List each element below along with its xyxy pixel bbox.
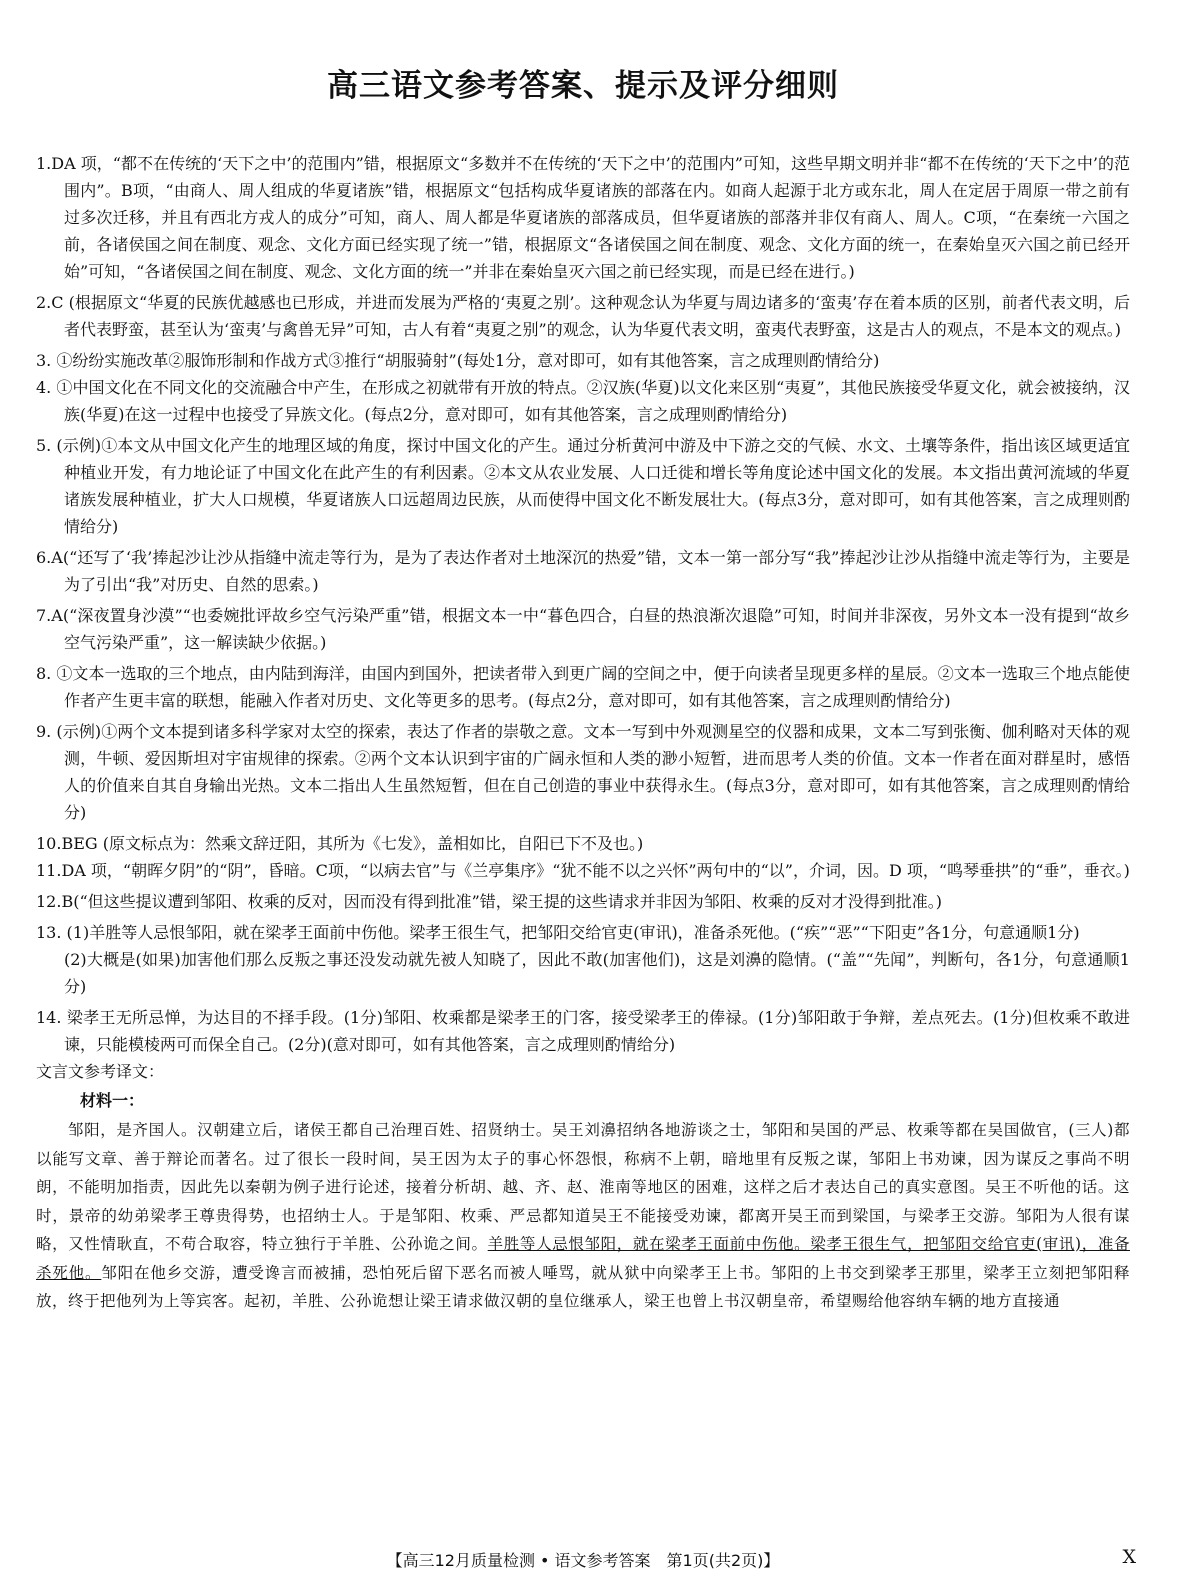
translation-text-after: 邹阳在他乡交游，遭受谗言而被捕，恐怕死后留下恶名而被人唾骂，就从狱中向梁孝王上书。邹阳的上书交到梁孝王那里，梁孝王立刻把邹阳释放，终于把他列为上等宾客。起初，羊胜、公孙诡想让梁王请求做汉朝的皇位继承人，梁王也曾上书汉朝皇帝，希望赐给他容纳车辆的地方直接通 [36,1263,1130,1310]
page-title: 高三语文参考答案、提示及评分细则 [327,68,839,104]
answer-item: 1.DA 项，“都不在传统的‘天下之中’的范围内”错，根据原文“多数并不在传统的‘天下之中’的范围内”可知，这些早期文明并非“都不在传统的‘天下之中’的范围内”。B项，“由商人、周人组成的华夏诸族”错，根据原文“包括构成华夏诸族的部落在内。如商人起源于北方或东北，周人在定居于周原一带之前有过多次迁移，并且有西北方戎人的成分”可知，商人、周人都是华夏诸族的部落成员，但华夏诸族的部落并非仅有商人、周人。C项，“在秦统一六国之前，各诸侯国之间在制度、观念、文化方面已经实现了统一”错，根据原文“各诸侯国之间在制度、观念、文化方面的统一，在秦始皇灭六国之前已经开始”可知，“各诸侯国之间在制度、观念、文化方面的统一”并非在秦始皇灭六国之前已经实现，而是已经在进行。) [36,154,1130,281]
translation-text-before: 邹阳，是齐国人。汉朝建立后，诸侯王都自己治理百姓、招贤纳士。吴王刘濞招纳各地游谈之士，邹阳和吴国的严忌、枚乘等都在吴国做官，(三人)都以能写文章、善于辩论而著名。过了很长一段时间，吴王因为太子的事心怀怨恨，称病不上朝，暗地里有反叛之谋，邹阳上书劝谏，因为谋反之事尚不明朗，不能明加指责，因此先以秦朝为例子进行论述，接着分析胡、越、齐、赵、淮南等地区的困难，这样之后才表达自己的真实意图。吴王不听他的话。这时，景帝的幼弟梁孝王尊贵得势，也招纳士人。于是邹阳、枚乘、严忌都知道吴王不能接受劝谏，都离开吴王而到梁国，与梁孝王交游。邹阳为人很有谋略，又性情耿直，不苟合取容，特立独行于羊胜、公孙诡之间。 [36,1121,1130,1253]
translation-label: 文言文参考译文： [36,1062,165,1081]
answer-item-14: 14. 梁孝王无所忌惮，为达目的不择手段。(1分)邹阳、枚乘都是梁孝王的门客，接受梁孝王的俸禄。(1分)邹阳敢于争辩，差点死去。(1分)但枚乘不敢进谏，只能模棱两可而保全自己。(2分)(意对即可，如有其他答案，言之成理则酌情给分) [36,1008,1130,1054]
material-heading: 材料一： [80,1091,145,1110]
page-footer [36,1546,1136,1574]
translation-underlined-text: 羊胜等人忌恨邹阳，就在梁孝王面前中伤他。梁孝王很生气，把邹阳交给官吏(审讯)，准备杀死他。 [36,1235,1130,1282]
answer-item: 5. (示例)①本文从中国文化产生的地理区域的角度，探讨中国文化的产生。通过分析黄河中游及中下游之交的气候、水文、土壤等条件，指出该区域更适宜种植业开发，有力地论证了中国文化在此产生的有利因素。②本文从农业发展、人口迁徙和增长等角度论述中国文化的发展。本文指出黄河流域的华夏诸族发展种植业，扩大人口规模，华夏诸族人口远超周边民族，从而使得中国文化不断发展壮大。(每点3分，意对即可，如有其他答案，言之成理则酌情给分) [36,436,1130,536]
answer-item: 10.BEG (原文标点为：然乘文辞迂阳，其所为《七发》，盖相如比，自阳已下不及也。) [36,834,644,853]
answer-item: 11.DA 项，“朝晖夕阴”的“阴”，昏暗。C项，“以病去官”与《兰亭集序》“犹不能不以之兴怀”两句中的“以”，介词，因。D 项，“鸣琴垂拱”的“垂”，垂衣。) [36,861,1130,880]
answer-item-13-part2: (2)大概是(如果)加害他们那么反叛之事还没发动就先被人知晓了，因此不敢(加害他们)，这是刘濞的隐情。(“盖”“先闻”，判断句，各1分，句意通顺1分) [64,950,1130,996]
answer-item: 9. (示例)①两个文本提到诸多科学家对太空的探索，表达了作者的崇敬之意。文本一写到中外观测星空的仪器和成果，文本二写到张衡、伽利略对天体的观测，牛顿、爱因斯坦对宇宙规律的探索。②两个文本认识到宇宙的广阔永恒和人类的渺小短暂，进而思考人类的价值。文本一作者在面对群星时，感悟人的价值来自其自身输出光热。文本二指出人生虽然短暂，但在自己创造的事业中获得永生。(每点3分，意对即可，如有其他答案，言之成理则酌情给分) [36,722,1130,822]
answer-item: 13. (1)羊胜等人忌恨邹阳，就在梁孝王面前中伤他。梁孝王很生气，把邹阳交给官吏(审讯)，准备杀死他。(“疾”“恶”“下阳吏”各1分，句意通顺1分) [36,923,1080,942]
answer-item: 3. ①纷纷实施改革②服饰形制和作战方式③推行“胡服骑射”(每处1分，意对即可，如有其他答案，言之成理则酌情给分) [36,351,880,370]
answer-item: 2.C (根据原文“华夏的民族优越感也已形成，并进而发展为严格的‘夷夏之别’。这种观念认为华夏与周边诸多的‘蛮夷’存在着本质的区别，前者代表文明，后者代表野蛮，甚至认为‘蛮夷’与禽兽无异”可知，古人有着“夷夏之别”的观念，认为华夏代表文明，蛮夷代表野蛮，这是古人的观点，不是本文的观点。) [36,293,1130,339]
answer-item: 7.A(“深夜置身沙漠”“也委婉批评故乡空气污染严重”错，根据文本一中“暮色四合，白昼的热浪渐次退隐”可知，时间并非深夜，另外文本一没有提到“故乡空气污染严重”，这一解读缺少依据。) [36,606,1130,652]
answer-item: 8. ①文本一选取的三个地点，由内陆到海洋，由国内到国外，把读者带入到更广阔的空间之中，便于向读者呈现更多样的星辰。②文本一选取三个地点能使作者产生更丰富的联想，能融入作者对历史、文化等更多的思考。(每点2分，意对即可，如有其他答案，言之成理则酌情给分) [36,664,1130,710]
footer-mark: X [1122,1546,1136,1568]
answer-item: 4. ①中国文化在不同文化的交流融合中产生，在形成之初就带有开放的特点。②汉族(华夏)以文化来区别“夷夏”，其他民族接受华夏文化，就会被接纳，汉族(华夏)在这一过程中也接受了异族文化。(每点2分，意对即可，如有其他答案，言之成理则酌情给分) [36,378,1130,424]
answer-item: 12.B(“但这些提议遭到邹阳、枚乘的反对，因而没有得到批准”错，梁王提的这些请求并非因为邹阳、枚乘的反对才没得到批准。) [36,892,943,911]
answer-body [36,150,1130,1316]
answer-item: 6.A(“还写了‘我’捧起沙让沙从指缝中流走等行为，是为了表达作者对土地深沉的热爱”错，文本一第一部分写“我”捧起沙让沙从指缝中流走等行为，主要是为了引出“我”对历史、自然的思索。) [36,548,1130,594]
translation-paragraph [36,1116,1130,1316]
footer-text: 【高三12月质量检测 • 语文参考答案 第1页(共2页)】 [386,1551,780,1570]
